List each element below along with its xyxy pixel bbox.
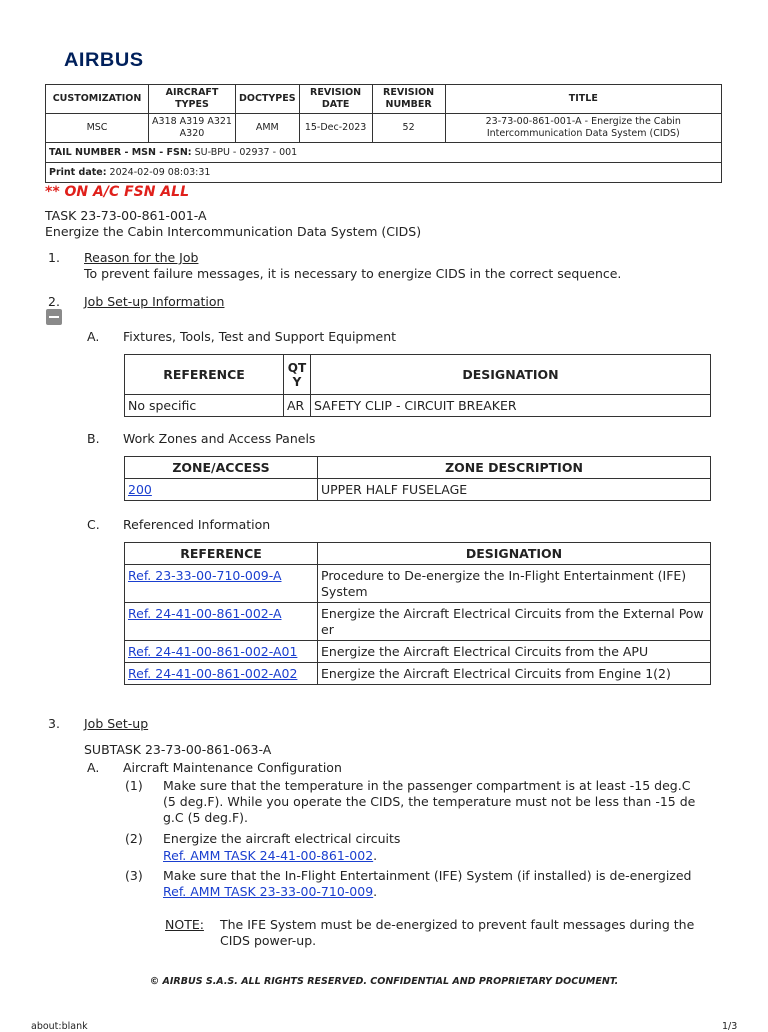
sec3-sub-a-letter: A. xyxy=(87,760,100,775)
reference-link[interactable]: Ref. 24-41-00-861-002-A02 xyxy=(128,665,298,681)
references-col-designation: DESIGNATION xyxy=(318,543,711,565)
zone-link-text[interactable]: 200 xyxy=(128,481,152,497)
references-col-reference: REFERENCE xyxy=(125,543,318,565)
print-date-label: Print date: xyxy=(49,166,107,178)
section3-number: 3. xyxy=(48,716,60,731)
copyright-footer: © AIRBUS S.A.S. ALL RIGHTS RESERVED. CONFIDENTIAL AND PROPRIETARY DOCUMENT. xyxy=(149,976,619,987)
sub-c-heading: Referenced Information xyxy=(123,517,271,532)
step-text-line: Make sure that the temperature in the passenger compartment is at least -15 deg.C xyxy=(163,778,691,793)
sub-a-heading: Fixtures, Tools, Test and Support Equipment xyxy=(123,329,397,344)
equipment-col-reference: REFERENCE xyxy=(125,355,284,395)
cell-revision-date: 15-Dec-2023 xyxy=(299,114,372,143)
zones-table xyxy=(124,456,711,501)
reference-row[interactable] xyxy=(125,603,318,641)
step-number: (2) xyxy=(125,831,143,846)
equipment-col-designation: DESIGNATION xyxy=(311,355,711,395)
print-footer-url: about:blank xyxy=(31,1021,88,1032)
equipment-designation: SAFETY CLIP - CIRCUIT BREAKER xyxy=(311,395,711,417)
reference-row[interactable] xyxy=(125,663,318,685)
section1-number: 1. xyxy=(48,250,60,265)
reference-row[interactable] xyxy=(125,641,318,663)
step-number: (3) xyxy=(125,868,143,883)
section1-text: To prevent failure messages, it is necessary to energize CIDS in the correct sequence. xyxy=(84,266,622,281)
cell-revision-number: 52 xyxy=(372,114,445,143)
sec3-sub-a-heading: Aircraft Maintenance Configuration xyxy=(123,760,342,775)
col-header-revision-number: REVISION NUMBER xyxy=(372,85,445,114)
equipment-col-qty: QTY xyxy=(284,355,311,395)
note-text-line: The IFE System must be de-energized to prevent fault messages during the xyxy=(220,917,695,932)
equipment-qty: AR xyxy=(284,395,311,417)
col-header-doctypes: DOCTYPES xyxy=(236,85,300,114)
step-text-line: (5 deg.F). While you operate the CIDS, the temperature must not be less than -15 de xyxy=(163,794,696,809)
zone-description: UPPER HALF FUSELAGE xyxy=(318,479,711,501)
cell-customization: MSC xyxy=(46,114,149,143)
step-number: (1) xyxy=(125,778,143,793)
reference-designation: Energize the Aircraft Electrical Circuits from the APU xyxy=(318,641,711,663)
section2-number: 2. xyxy=(48,294,60,309)
cell-aircraft-types: A318 A319 A321 A320 xyxy=(149,114,236,143)
equipment-reference: No specific xyxy=(125,395,284,417)
sub-c-letter: C. xyxy=(87,517,100,532)
step-ref-link[interactable]: Ref. AMM TASK 23-33-00-710-009 xyxy=(163,884,374,899)
tail-value: SU-BPU - 02937 - 001 xyxy=(194,146,298,158)
step-text-line: Make sure that the In-Flight Entertainment (IFE) System (if installed) is de-energized xyxy=(163,868,692,883)
step-ref-link[interactable]: Ref. AMM TASK 24-41-00-861-002 xyxy=(163,848,374,863)
collapse-button[interactable] xyxy=(46,309,62,325)
reference-link[interactable]: Ref. 24-41-00-861-002-A01 xyxy=(128,643,298,659)
col-header-customization: CUSTOMIZATION xyxy=(46,85,149,114)
cell-title: 23-73-00-861-001-A - Energize the Cabin Intercommunication Data System (CIDS) xyxy=(445,114,721,143)
note-text-line: CIDS power-up. xyxy=(220,933,317,948)
tail-label: TAIL NUMBER - MSN - FSN: xyxy=(49,146,192,158)
step-reference: Ref. AMM TASK 24-41-00-861-002. xyxy=(163,848,378,863)
tail-number-row xyxy=(46,143,722,163)
section3-heading: Job Set-up xyxy=(84,716,149,731)
step-text-line: g.C (5 deg.F). xyxy=(163,810,248,825)
section1-heading: Reason for the Job xyxy=(84,250,199,265)
zone-link[interactable] xyxy=(125,479,318,501)
fsn-banner: ** ON A/C FSN ALL xyxy=(45,184,190,200)
reference-designation: Energize the Aircraft Electrical Circuits from the External Power xyxy=(318,603,711,641)
note-label: NOTE: xyxy=(165,917,204,932)
reference-row[interactable] xyxy=(125,565,318,603)
document-meta-table xyxy=(45,84,722,183)
subtask-id: SUBTASK 23-73-00-861-063-A xyxy=(84,742,272,757)
section2-heading: Job Set-up Information xyxy=(84,294,225,309)
col-header-revision-date: REVISION DATE xyxy=(299,85,372,114)
reference-designation: Procedure to De-energize the In-Flight Entertainment (IFE) System xyxy=(318,565,711,603)
step-reference: Ref. AMM TASK 23-33-00-710-009. xyxy=(163,884,378,899)
col-header-title: TITLE xyxy=(445,85,721,114)
task-title: Energize the Cabin Intercommunication Data System (CIDS) xyxy=(45,224,422,239)
references-table xyxy=(124,542,711,685)
reference-link[interactable]: Ref. 23-33-00-710-009-A xyxy=(128,568,282,583)
zones-col-description: ZONE DESCRIPTION xyxy=(318,457,711,479)
airbus-logo: AIRBUS xyxy=(64,50,144,71)
cell-doctypes: AMM xyxy=(236,114,300,143)
reference-designation: Energize the Aircraft Electrical Circuits from Engine 1(2) xyxy=(318,663,711,685)
page-number: 1/3 xyxy=(722,1021,738,1032)
zones-col-access: ZONE/ACCESS xyxy=(125,457,318,479)
print-date-value: 2024-02-09 08:03:31 xyxy=(109,166,211,178)
sub-a-letter: A. xyxy=(87,329,100,344)
sub-b-letter: B. xyxy=(87,431,100,446)
sub-b-heading: Work Zones and Access Panels xyxy=(123,431,316,446)
equipment-table xyxy=(124,354,711,417)
task-id: TASK 23-73-00-861-001-A xyxy=(45,208,207,223)
col-header-aircraft-types: AIRCRAFT TYPES xyxy=(149,85,236,114)
step-text-line: Energize the aircraft electrical circuits xyxy=(163,831,401,846)
print-date-row xyxy=(46,163,722,183)
reference-link[interactable]: Ref. 24-41-00-861-002-A xyxy=(128,606,282,621)
